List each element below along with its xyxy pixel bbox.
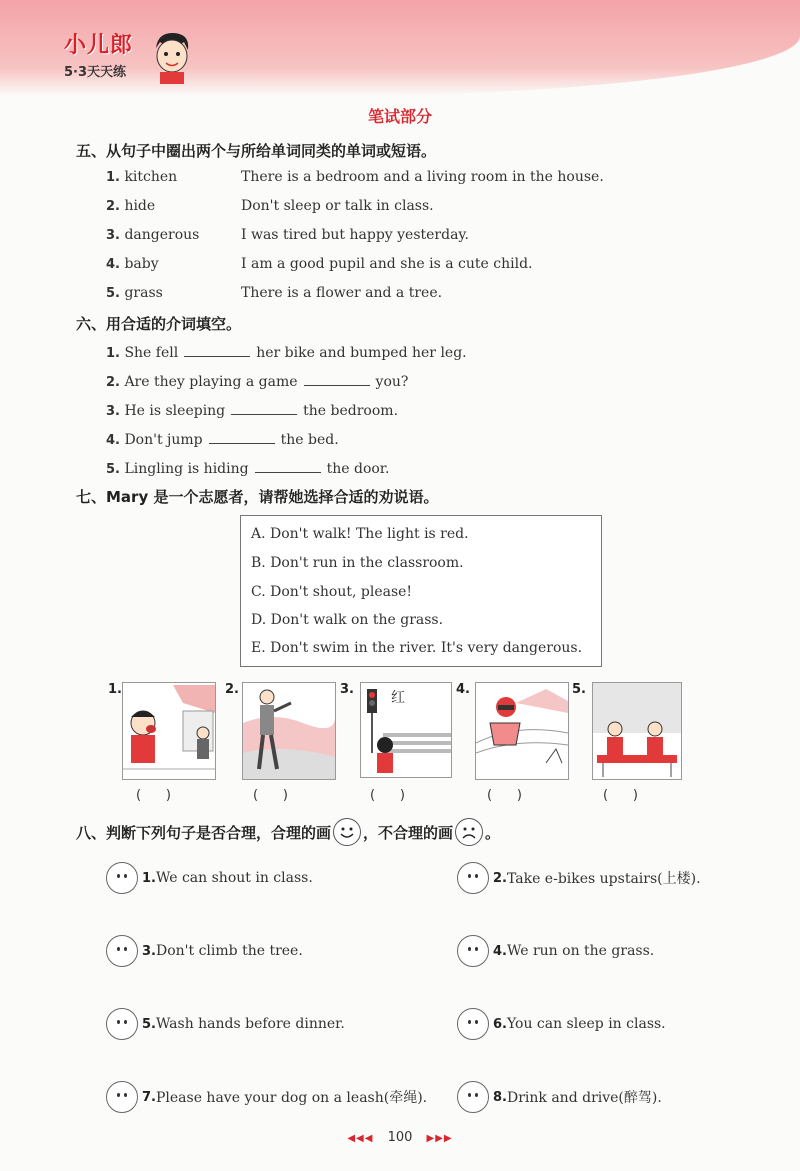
smiley-face-icon	[333, 818, 361, 846]
item-number: 3.	[142, 943, 156, 959]
judge-sentence: Take e-bikes upstairs(上楼).	[506, 871, 701, 887]
given-word: grass	[124, 285, 163, 301]
crosswalk-scene	[361, 683, 451, 777]
item-number: 4.	[106, 433, 120, 448]
sentence-before: Lingling is hiding	[124, 461, 249, 477]
answer-paren[interactable]: ( )	[136, 788, 171, 803]
smile-icon	[334, 819, 360, 845]
item-number: 1.	[106, 170, 120, 185]
blank-face-icon[interactable]	[457, 1008, 489, 1040]
logo-subtitle: 5·3天天练	[64, 65, 127, 80]
judge-item	[106, 862, 313, 894]
classroom-running-picture	[592, 682, 682, 780]
logo-title: 小儿郎	[64, 33, 134, 58]
item-number: 2.	[106, 375, 120, 390]
logo	[64, 28, 133, 80]
judge-item	[106, 1081, 427, 1113]
shouting-boy-picture	[122, 682, 216, 780]
option-b: B. Don't run in the classroom.	[251, 555, 464, 571]
blank-face-icon[interactable]	[106, 862, 138, 894]
item-number: 2.	[493, 870, 507, 886]
item-number: 6.	[493, 1016, 507, 1032]
judge-sentence: We can shout in class.	[155, 870, 313, 886]
section5-row	[106, 256, 159, 272]
option-a: A. Don't walk! The light is red.	[251, 526, 469, 542]
given-word: kitchen	[124, 169, 178, 185]
picture-number: 1.	[108, 682, 122, 697]
picture-number: 5.	[572, 682, 586, 697]
section6-row	[106, 342, 467, 361]
mascot-icon	[150, 30, 194, 84]
sentence-before: He is sleeping	[124, 403, 226, 419]
answer-blank[interactable]	[255, 458, 321, 473]
traffic-light-picture	[360, 682, 452, 778]
sentence-after: the bedroom.	[303, 403, 399, 419]
judge-sentence: Don't climb the tree.	[155, 943, 303, 959]
item-number: 8.	[493, 1089, 507, 1105]
item-number: 1.	[142, 870, 156, 886]
section5-row	[106, 285, 163, 301]
item-number: 4.	[106, 257, 120, 272]
sentence-before: Don't jump	[124, 432, 203, 448]
section8-heading-post: 。	[485, 823, 501, 842]
answer-blank[interactable]	[184, 342, 250, 357]
answer-blank[interactable]	[231, 400, 297, 415]
answer-blank[interactable]	[209, 429, 275, 444]
section6-row	[106, 429, 339, 448]
judge-item	[457, 862, 701, 894]
section5-sentence: There is a bedroom and a living room in the house.	[241, 169, 604, 185]
picture-number: 2.	[225, 682, 239, 697]
given-word: hide	[124, 198, 156, 214]
section8-heading-pre: 八、判断下列句子是否合理，合理的画	[76, 823, 332, 842]
answer-paren[interactable]: ( )	[487, 788, 522, 803]
option-c: C. Don't shout, please!	[251, 584, 413, 600]
sentence-before: She fell	[124, 345, 179, 361]
blank-face-icon[interactable]	[457, 1081, 489, 1113]
section8-heading	[76, 818, 500, 846]
item-number: 3.	[106, 228, 120, 243]
item-number: 7.	[142, 1089, 156, 1105]
sentence-after: her bike and bumped her leg.	[256, 345, 467, 361]
blank-face-icon[interactable]	[106, 1008, 138, 1040]
answer-paren[interactable]: ( )	[253, 788, 288, 803]
given-word: baby	[124, 256, 159, 272]
section7-heading: 七、Mary 是一个志愿者，请帮她选择合适的劝说语。	[76, 488, 439, 506]
item-number: 2.	[106, 199, 120, 214]
judge-item	[106, 1008, 345, 1040]
option-e: E. Don't swim in the river. It's very dangerous.	[251, 640, 583, 656]
blank-face-icon[interactable]	[457, 862, 489, 894]
river-swimmer-picture	[475, 682, 569, 780]
judge-item	[457, 1081, 662, 1113]
section5-row	[106, 169, 177, 185]
section6-heading: 六、用合适的介词填空。	[76, 315, 242, 333]
item-number: 3.	[106, 404, 120, 419]
sentence-after: you?	[375, 374, 409, 390]
grass-walker-picture	[242, 682, 336, 780]
blank-face-icon[interactable]	[106, 935, 138, 967]
section-title: 笔试部分	[367, 107, 432, 126]
section5-sentence: There is a flower and a tree.	[241, 285, 443, 301]
judge-sentence: We run on the grass.	[506, 943, 655, 959]
section5-row	[106, 198, 155, 214]
picture-number: 3.	[340, 682, 354, 697]
picture-number: 4.	[456, 682, 470, 697]
section6-row	[106, 400, 398, 419]
judge-item	[106, 935, 303, 967]
blank-face-icon[interactable]	[457, 935, 489, 967]
page-number: 100	[387, 1130, 413, 1145]
section8-heading-mid: ，不合理的画	[363, 823, 454, 842]
item-number: 5.	[142, 1016, 156, 1032]
blank-face-icon[interactable]	[106, 1081, 138, 1113]
answer-paren[interactable]: ( )	[603, 788, 638, 803]
item-number: 1.	[106, 346, 120, 361]
judge-sentence: Wash hands before dinner.	[155, 1016, 345, 1032]
judge-sentence: Drink and drive(醉驾).	[506, 1090, 662, 1106]
options-box	[240, 515, 602, 667]
section6-row	[106, 371, 408, 390]
option-d: D. Don't walk on the grass.	[251, 612, 444, 628]
item-number: 4.	[493, 943, 507, 959]
answer-paren[interactable]: ( )	[370, 788, 405, 803]
page-footer	[0, 1130, 800, 1145]
section5-sentence: I am a good pupil and she is a cute child.	[241, 256, 533, 272]
section5-sentence: Don't sleep or talk in class.	[241, 198, 434, 214]
section5-row	[106, 227, 199, 243]
answer-blank[interactable]	[304, 371, 370, 386]
judge-item	[457, 935, 654, 967]
left-arrows-icon: ◀◀◀	[347, 1133, 374, 1144]
section6-row	[106, 458, 389, 477]
section5-heading: 五、从句子中圈出两个与所给单词同类的单词或短语。	[76, 142, 437, 160]
item-number: 5.	[106, 462, 120, 477]
section5-sentence: I was tired but happy yesterday.	[241, 227, 469, 243]
sentence-after: the bed.	[280, 432, 339, 448]
judge-sentence: You can sleep in class.	[506, 1016, 666, 1032]
given-word: dangerous	[124, 227, 200, 243]
judge-item	[457, 1008, 666, 1040]
sentence-after: the door.	[326, 461, 390, 477]
sad-face-icon	[455, 818, 483, 846]
judge-sentence: Please have your dog on a leash(牵绳).	[155, 1090, 428, 1106]
item-number: 5.	[106, 286, 120, 301]
red-light-sign: 红	[391, 690, 405, 706]
frown-icon	[456, 819, 482, 845]
sentence-before: Are they playing a game	[124, 374, 298, 390]
right-arrows-icon: ▶▶▶	[426, 1133, 453, 1144]
